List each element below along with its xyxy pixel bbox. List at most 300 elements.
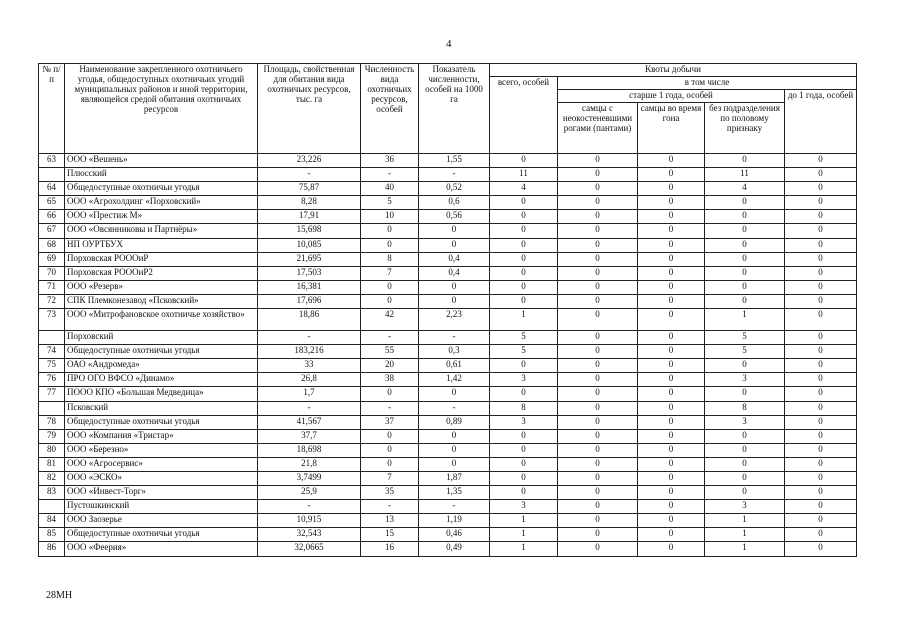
cell-total: 0: [490, 429, 558, 443]
cell-total: 0: [490, 294, 558, 308]
cell-no-sex: 0: [705, 359, 785, 373]
cell-count: 37: [361, 415, 419, 429]
cell-males-rut: 0: [638, 457, 705, 471]
cell-males-antlers: 0: [558, 415, 638, 429]
cell-density: 0: [419, 224, 490, 238]
cell-count: 36: [361, 154, 419, 168]
cell-total: 11: [490, 168, 558, 182]
cell-name: СПК Племконезавод «Псковский»: [65, 294, 258, 308]
cell-no-sex: 5: [705, 345, 785, 359]
cell-under1: 0: [785, 443, 857, 457]
cell-males-antlers: 0: [558, 331, 638, 345]
cell-males-antlers: 0: [558, 196, 638, 210]
cell-area: 183,216: [258, 345, 361, 359]
cell-total: 3: [490, 415, 558, 429]
table-row: [39, 238, 857, 252]
table-row: [39, 331, 857, 345]
cell-count: 0: [361, 457, 419, 471]
cell-name: Порховская РОООиР2: [65, 266, 258, 280]
cell-num: [39, 401, 65, 415]
table-row: [39, 266, 857, 280]
cell-count: 55: [361, 345, 419, 359]
cell-males-rut: 0: [638, 224, 705, 238]
cell-area: 18,86: [258, 309, 361, 331]
cell-num: 71: [39, 280, 65, 294]
cell-under1: 0: [785, 280, 857, 294]
cell-under1: 0: [785, 294, 857, 308]
cell-area: 17,91: [258, 210, 361, 224]
cell-no-sex: 0: [705, 429, 785, 443]
cell-area: 26,8: [258, 373, 361, 387]
quota-table: [38, 63, 857, 557]
cell-total: 0: [490, 443, 558, 457]
cell-no-sex: 0: [705, 486, 785, 500]
cell-males-antlers: 0: [558, 514, 638, 528]
cell-no-sex: 0: [705, 457, 785, 471]
cell-males-rut: 0: [638, 280, 705, 294]
header-total: всего, особей: [490, 77, 558, 154]
cell-males-antlers: 0: [558, 210, 638, 224]
table-row: [39, 443, 857, 457]
cell-males-rut: 0: [638, 401, 705, 415]
cell-area: 21,8: [258, 457, 361, 471]
cell-males-rut: 0: [638, 210, 705, 224]
cell-num: 68: [39, 238, 65, 252]
cell-name: Пустошкинский: [65, 500, 258, 514]
cell-area: 8,28: [258, 196, 361, 210]
cell-no-sex: 0: [705, 196, 785, 210]
cell-name: ООО «Овсянниковы и Партнёры»: [65, 224, 258, 238]
cell-density: 0,61: [419, 359, 490, 373]
cell-num: 75: [39, 359, 65, 373]
table-row: [39, 345, 857, 359]
cell-males-rut: 0: [638, 182, 705, 196]
cell-name: НП ОУРТБУХ: [65, 238, 258, 252]
cell-total: 1: [490, 528, 558, 542]
cell-area: -: [258, 500, 361, 514]
header-no-sex: без подразделения по половому признаку: [705, 103, 785, 154]
cell-males-antlers: 0: [558, 294, 638, 308]
cell-name: Общедоступные охотничьи угодья: [65, 415, 258, 429]
cell-males-antlers: 0: [558, 280, 638, 294]
cell-count: 0: [361, 429, 419, 443]
cell-males-antlers: 0: [558, 168, 638, 182]
cell-total: 3: [490, 373, 558, 387]
cell-males-rut: 0: [638, 154, 705, 168]
header-num: № п/п: [39, 64, 65, 154]
cell-density: 0: [419, 280, 490, 294]
cell-no-sex: 0: [705, 280, 785, 294]
cell-area: 10,915: [258, 514, 361, 528]
cell-num: [39, 331, 65, 345]
cell-males-antlers: 0: [558, 373, 638, 387]
cell-count: 8: [361, 252, 419, 266]
cell-area: -: [258, 331, 361, 345]
cell-males-rut: 0: [638, 429, 705, 443]
cell-density: 0,46: [419, 528, 490, 542]
cell-area: -: [258, 168, 361, 182]
cell-density: 1,35: [419, 486, 490, 500]
cell-density: 0,49: [419, 542, 490, 556]
cell-num: 73: [39, 309, 65, 331]
cell-name: Общедоступные охотничьи угодья: [65, 182, 258, 196]
cell-no-sex: 0: [705, 210, 785, 224]
cell-males-antlers: 0: [558, 471, 638, 485]
cell-name: ООО «Митрофановское охотничье хозяйство»: [65, 309, 258, 331]
cell-name: ПРО ОГО ВФСО «Динамо»: [65, 373, 258, 387]
cell-males-rut: 0: [638, 345, 705, 359]
cell-area: 32,543: [258, 528, 361, 542]
table-row: [39, 252, 857, 266]
cell-under1: 0: [785, 471, 857, 485]
cell-area: 21,695: [258, 252, 361, 266]
cell-name: ООО «Престиж М»: [65, 210, 258, 224]
cell-under1: 0: [785, 542, 857, 556]
table-row: [39, 154, 857, 168]
cell-name: Порховская РОООиР: [65, 252, 258, 266]
cell-under1: 0: [785, 387, 857, 401]
cell-name: ООО «Березно»: [65, 443, 258, 457]
cell-total: 5: [490, 331, 558, 345]
cell-name: ООО «Компания «Тристар»: [65, 429, 258, 443]
cell-males-rut: 0: [638, 196, 705, 210]
cell-area: 3,7499: [258, 471, 361, 485]
cell-males-rut: 0: [638, 387, 705, 401]
cell-under1: 0: [785, 309, 857, 331]
cell-no-sex: 11: [705, 168, 785, 182]
table-row: [39, 528, 857, 542]
cell-count: 0: [361, 294, 419, 308]
cell-males-rut: 0: [638, 294, 705, 308]
cell-num: 84: [39, 514, 65, 528]
table-row: [39, 182, 857, 196]
cell-area: 33: [258, 359, 361, 373]
cell-no-sex: 8: [705, 401, 785, 415]
cell-area: 16,381: [258, 280, 361, 294]
cell-under1: 0: [785, 401, 857, 415]
header-older: старше 1 года, особей: [558, 90, 785, 103]
cell-num: 69: [39, 252, 65, 266]
table-row: [39, 514, 857, 528]
cell-under1: 0: [785, 486, 857, 500]
cell-density: 0,52: [419, 182, 490, 196]
table-row: [39, 429, 857, 443]
cell-under1: 0: [785, 345, 857, 359]
cell-no-sex: 0: [705, 224, 785, 238]
cell-name: ООО «Агросервис»: [65, 457, 258, 471]
cell-under1: 0: [785, 224, 857, 238]
header-count: Численность вида охотничьих ресурсов, особей: [361, 64, 419, 154]
cell-area: 37,7: [258, 429, 361, 443]
cell-density: -: [419, 331, 490, 345]
header-males-antlers: самцы с неокостеневшими рогами (пантами): [558, 103, 638, 154]
cell-count: 0: [361, 387, 419, 401]
cell-density: 0: [419, 429, 490, 443]
cell-no-sex: 0: [705, 154, 785, 168]
header-including: в том числе: [558, 77, 857, 90]
cell-males-antlers: 0: [558, 252, 638, 266]
cell-males-antlers: 0: [558, 224, 638, 238]
cell-count: 38: [361, 373, 419, 387]
cell-density: 1,19: [419, 514, 490, 528]
cell-density: 0: [419, 443, 490, 457]
cell-no-sex: 3: [705, 415, 785, 429]
cell-count: 0: [361, 238, 419, 252]
cell-total: 1: [490, 309, 558, 331]
cell-under1: 0: [785, 373, 857, 387]
cell-density: 0,4: [419, 252, 490, 266]
table-row: [39, 401, 857, 415]
cell-count: 40: [361, 182, 419, 196]
table-row: [39, 500, 857, 514]
cell-males-rut: 0: [638, 266, 705, 280]
cell-under1: 0: [785, 168, 857, 182]
cell-count: 16: [361, 542, 419, 556]
cell-total: 1: [490, 514, 558, 528]
table-row: [39, 359, 857, 373]
cell-no-sex: 1: [705, 542, 785, 556]
cell-num: 83: [39, 486, 65, 500]
cell-num: 80: [39, 443, 65, 457]
cell-num: 85: [39, 528, 65, 542]
cell-males-rut: 0: [638, 359, 705, 373]
cell-no-sex: 3: [705, 500, 785, 514]
table-row: [39, 486, 857, 500]
cell-total: 0: [490, 486, 558, 500]
cell-count: 7: [361, 471, 419, 485]
cell-num: 74: [39, 345, 65, 359]
cell-under1: 0: [785, 154, 857, 168]
cell-count: -: [361, 331, 419, 345]
cell-name: ОАО «Андромеда»: [65, 359, 258, 373]
cell-males-antlers: 0: [558, 238, 638, 252]
table-row: [39, 387, 857, 401]
cell-under1: 0: [785, 528, 857, 542]
cell-name: ООО «Феерия»: [65, 542, 258, 556]
cell-name: ООО «Агрохолдинг «Порховский»: [65, 196, 258, 210]
footer-code: 28МН: [46, 590, 73, 601]
cell-males-rut: 0: [638, 443, 705, 457]
table-row: [39, 542, 857, 556]
cell-name: ПООО КПО «Большая Медведица»: [65, 387, 258, 401]
cell-count: 42: [361, 309, 419, 331]
cell-males-rut: 0: [638, 309, 705, 331]
cell-total: 0: [490, 266, 558, 280]
cell-under1: 0: [785, 429, 857, 443]
cell-area: 15,698: [258, 224, 361, 238]
cell-total: 1: [490, 542, 558, 556]
cell-area: 41,567: [258, 415, 361, 429]
cell-name: ООО «Резерв»: [65, 280, 258, 294]
cell-under1: 0: [785, 331, 857, 345]
cell-count: 5: [361, 196, 419, 210]
cell-count: 0: [361, 280, 419, 294]
cell-density: 1,42: [419, 373, 490, 387]
cell-count: 35: [361, 486, 419, 500]
cell-no-sex: 0: [705, 443, 785, 457]
table-row: [39, 196, 857, 210]
cell-count: 7: [361, 266, 419, 280]
cell-total: 8: [490, 401, 558, 415]
header-name: Наименование закрепленного охотничьего угодья, общедоступных охотничьих угодий муниципальных районов и иной территории, являющейся средой обитания охотничьих ресурсов: [65, 64, 258, 154]
cell-no-sex: 0: [705, 266, 785, 280]
cell-total: 0: [490, 224, 558, 238]
cell-name: ООО «Инвест-Торг»: [65, 486, 258, 500]
cell-total: 0: [490, 252, 558, 266]
cell-under1: 0: [785, 457, 857, 471]
cell-name: ООО «ЭСКО»: [65, 471, 258, 485]
header-density: Показатель численности, особей на 1000 га: [419, 64, 490, 154]
cell-no-sex: 5: [705, 331, 785, 345]
cell-males-rut: 0: [638, 373, 705, 387]
table-row: [39, 280, 857, 294]
cell-count: 0: [361, 224, 419, 238]
cell-total: 0: [490, 457, 558, 471]
cell-total: 0: [490, 387, 558, 401]
cell-total: 3: [490, 500, 558, 514]
cell-males-rut: 0: [638, 542, 705, 556]
cell-area: 1,7: [258, 387, 361, 401]
cell-name: Порховский: [65, 331, 258, 345]
cell-males-rut: 0: [638, 471, 705, 485]
cell-name: ООО «Вешень»: [65, 154, 258, 168]
cell-num: 63: [39, 154, 65, 168]
cell-name: ООО Заозерье: [65, 514, 258, 528]
cell-density: 0: [419, 294, 490, 308]
cell-name: Плюсский: [65, 168, 258, 182]
table-row: [39, 210, 857, 224]
cell-area: 23,226: [258, 154, 361, 168]
cell-area: 25,9: [258, 486, 361, 500]
table-row: [39, 373, 857, 387]
cell-density: 0,56: [419, 210, 490, 224]
cell-area: 10,085: [258, 238, 361, 252]
cell-density: -: [419, 401, 490, 415]
cell-males-rut: 0: [638, 331, 705, 345]
cell-total: 0: [490, 359, 558, 373]
cell-males-antlers: 0: [558, 486, 638, 500]
cell-males-antlers: 0: [558, 443, 638, 457]
cell-males-antlers: 0: [558, 345, 638, 359]
cell-males-rut: 0: [638, 252, 705, 266]
cell-no-sex: 1: [705, 309, 785, 331]
cell-density: -: [419, 168, 490, 182]
cell-no-sex: 1: [705, 528, 785, 542]
cell-num: 79: [39, 429, 65, 443]
cell-males-antlers: 0: [558, 542, 638, 556]
cell-density: 1,87: [419, 471, 490, 485]
cell-males-rut: 0: [638, 238, 705, 252]
cell-density: 0: [419, 457, 490, 471]
cell-total: 0: [490, 154, 558, 168]
cell-under1: 0: [785, 266, 857, 280]
cell-no-sex: 0: [705, 387, 785, 401]
table-row: [39, 457, 857, 471]
cell-density: -: [419, 500, 490, 514]
table-body: [39, 154, 857, 557]
cell-total: 0: [490, 280, 558, 294]
cell-total: 4: [490, 182, 558, 196]
cell-under1: 0: [785, 514, 857, 528]
cell-count: 20: [361, 359, 419, 373]
cell-males-antlers: 0: [558, 500, 638, 514]
cell-under1: 0: [785, 359, 857, 373]
cell-num: 86: [39, 542, 65, 556]
cell-count: 0: [361, 443, 419, 457]
cell-males-antlers: 0: [558, 528, 638, 542]
cell-no-sex: 3: [705, 373, 785, 387]
header-quota: Квоты добычи: [490, 64, 857, 77]
cell-males-antlers: 0: [558, 266, 638, 280]
cell-name: Общедоступные охотничьи угодья: [65, 345, 258, 359]
cell-num: 67: [39, 224, 65, 238]
cell-males-antlers: 0: [558, 401, 638, 415]
table-row: [39, 224, 857, 238]
cell-density: 0,3: [419, 345, 490, 359]
cell-area: -: [258, 401, 361, 415]
cell-no-sex: 1: [705, 514, 785, 528]
cell-area: 17,503: [258, 266, 361, 280]
cell-under1: 0: [785, 238, 857, 252]
cell-males-antlers: 0: [558, 359, 638, 373]
cell-density: 0,6: [419, 196, 490, 210]
cell-males-antlers: 0: [558, 309, 638, 331]
cell-under1: 0: [785, 252, 857, 266]
cell-total: 0: [490, 196, 558, 210]
cell-density: 0,89: [419, 415, 490, 429]
cell-num: 65: [39, 196, 65, 210]
cell-no-sex: 0: [705, 294, 785, 308]
cell-males-rut: 0: [638, 500, 705, 514]
cell-count: 15: [361, 528, 419, 542]
cell-count: -: [361, 401, 419, 415]
cell-count: 13: [361, 514, 419, 528]
cell-males-rut: 0: [638, 514, 705, 528]
cell-males-antlers: 0: [558, 182, 638, 196]
cell-name: Псковский: [65, 401, 258, 415]
cell-males-rut: 0: [638, 486, 705, 500]
cell-num: 77: [39, 387, 65, 401]
cell-under1: 0: [785, 500, 857, 514]
cell-num: [39, 500, 65, 514]
cell-males-antlers: 0: [558, 457, 638, 471]
cell-total: 0: [490, 471, 558, 485]
cell-area: 32,0665: [258, 542, 361, 556]
cell-under1: 0: [785, 182, 857, 196]
cell-under1: 0: [785, 196, 857, 210]
cell-total: 0: [490, 238, 558, 252]
cell-males-rut: 0: [638, 528, 705, 542]
cell-males-antlers: 0: [558, 429, 638, 443]
cell-under1: 0: [785, 210, 857, 224]
cell-area: 18,698: [258, 443, 361, 457]
header-males-rut: самцы во время гона: [638, 103, 705, 154]
cell-males-antlers: 0: [558, 154, 638, 168]
header-under1: до 1 года, особей: [785, 90, 857, 154]
cell-no-sex: 0: [705, 238, 785, 252]
header-area: Площадь, свойственная для обитания вида охотничьих ресурсов, тыс. га: [258, 64, 361, 154]
cell-num: 64: [39, 182, 65, 196]
cell-name: Общедоступные охотничьи угодья: [65, 528, 258, 542]
cell-area: 75,87: [258, 182, 361, 196]
cell-total: 5: [490, 345, 558, 359]
cell-density: 0: [419, 238, 490, 252]
table-row: [39, 309, 857, 331]
table-row: [39, 168, 857, 182]
cell-num: [39, 168, 65, 182]
cell-density: 0,4: [419, 266, 490, 280]
cell-total: 0: [490, 210, 558, 224]
